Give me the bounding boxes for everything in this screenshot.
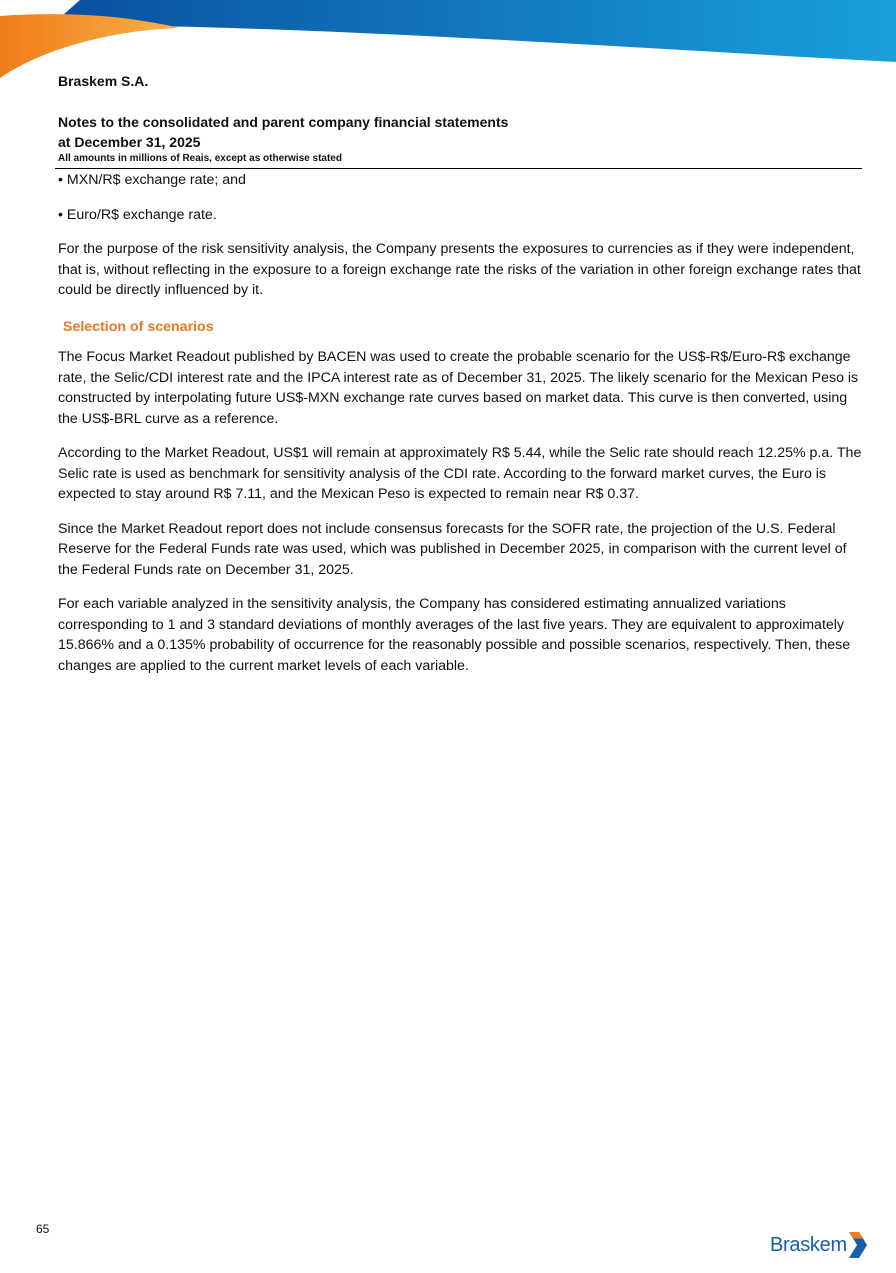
document-body [58,170,862,690]
document-header [58,72,862,165]
logo-text: Braskem [770,1233,847,1256]
bullet-euro: • Euro/R$ exchange rate. [58,206,217,223]
page-number: 65 [36,1222,50,1236]
amounts-note: All amounts in millions of Reais, except as otherwise stated [58,153,342,164]
braskem-logo [770,1230,869,1260]
paragraph-variations: For each variable analyzed in the sensitivity analysis, the Company has considered estimating annualized variations corresponding to 1 and 3 standard deviations of monthly averages of the last five years. They are equivalent to approximately 15.866% and a 0.135% probability of occurrence for the reasonably possible and possible scenarios, respectively. Then, these changes are applied to the current market levels of each variable. [58,596,851,674]
company-name: Braskem S.A. [58,73,149,89]
logo-chevron-icon [847,1230,869,1260]
statement-title-line-2: at December 31, 2025 [58,134,201,150]
section-heading: Selection of scenarios [63,318,214,335]
paragraph-sofr: Since the Market Readout report does not include consensus forecasts for the SOFR rate, the projection of the U.S. Federal Reserve for the Federal Funds rate was used, which was published in December 2025, in comparison with the current level of the Federal Funds rate on December 31, 2025. [58,520,847,578]
bullet-mxn: • MXN/R$ exchange rate; and [58,172,246,188]
paragraph-focus-readout: The Focus Market Readout published by BACEN was used to create the probable scenario for the US$-R$/Euro-R$ exchange rate, the Selic/CDI interest rate and the IPCA interest rate as of December 31, 2025. The likely scenario for the Mexican Peso is constructed by interpolating future US$-MXN exchange rate curves based on market data. This curve is then converted, using the US$-BRL curve as a reference. [58,349,859,427]
header-divider [55,168,862,169]
statement-title-line-1: Notes to the consolidated and parent company financial statements [58,114,509,130]
paragraph-risk-sensitivity: For the purpose of the risk sensitivity analysis, the Company presents the exposures to currencies as if they were independent, that is, without reflecting in the exposure to a foreign exchange rate the risks of the variation in other foreign exchange rates that could be directly influenced by it. [58,241,861,298]
paragraph-market-readout: According to the Market Readout, US$1 will remain at approximately R$ 5.44, while the Selic rate should reach 12.25% p.a. The Selic rate is used as benchmark for sensitivity analysis of the CDI rate. According to the forward market curves, the Euro is expected to stay around R$ 7.11, and the Mexican Peso is expected to remain near R$ 0.37. [58,445,862,502]
